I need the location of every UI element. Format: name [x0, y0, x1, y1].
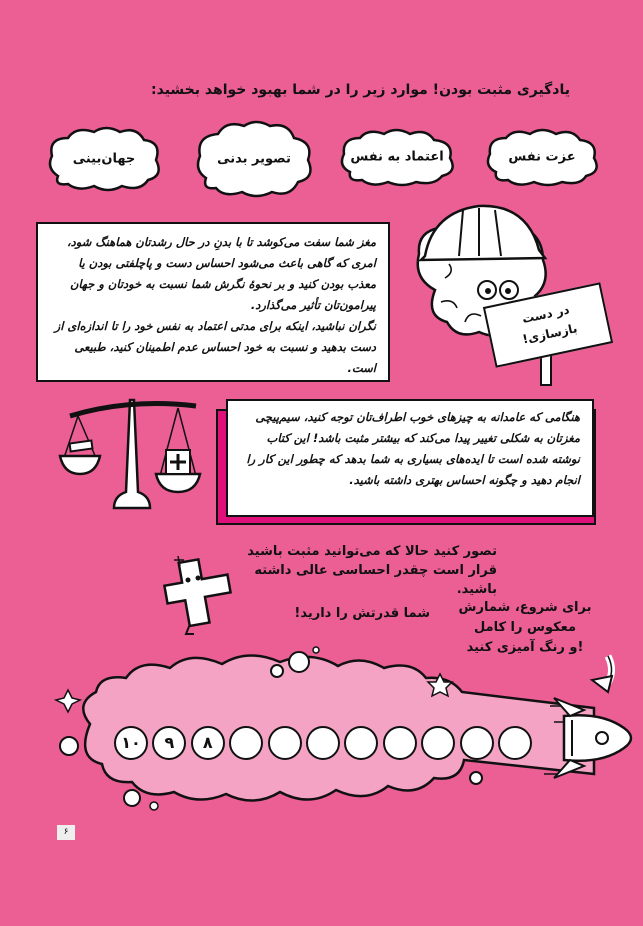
countdown-circle[interactable]: [498, 726, 532, 760]
positive-line-2: قرار است چقدر احساسی عالی داشته باشید.: [254, 563, 497, 597]
cloud-self-confidence: [336, 126, 458, 188]
positive-text: [232, 542, 497, 599]
cloud-label: تصویر بدنی: [217, 151, 291, 167]
countdown-circle[interactable]: [460, 726, 494, 760]
plus-character-icon: [160, 552, 240, 636]
balance-scale-icon: [56, 392, 206, 522]
countdown-instruction-line-2: معکوس را کامل: [473, 620, 577, 635]
cloud-label: عزت نفس: [508, 149, 576, 165]
countdown-circle[interactable]: ۹: [152, 726, 186, 760]
cloud-body-image: [192, 118, 316, 200]
power-text: شما قدرتش را دارید!: [294, 606, 430, 621]
cloud-worldview: [44, 124, 164, 194]
brain-info-box: [36, 222, 390, 382]
brain-info-paragraph-1: مغز شما سفت می‌کوشد تا با بدنِ در حال رشدتان هماهنگ شود، امری که گاهی باعث می‌شود احساس دست و پاچلفتی بودن یا معذب بودن کنید و بر نحوهٔ نگرش شما نسبت به خودتان و جهان پیرامون‌تان تأثیر می‌گذارد.: [66, 235, 376, 312]
balance-info-box: [226, 399, 594, 517]
page-number: ۶: [57, 825, 75, 840]
cloud-label: اعتماد به نفس: [350, 149, 444, 165]
sign-line-1: در دست: [520, 302, 571, 327]
countdown-circle[interactable]: [268, 726, 302, 760]
countdown-circle[interactable]: ۸: [191, 726, 225, 760]
countdown-circle[interactable]: [229, 726, 263, 760]
countdown-instruction-line-3: و رنگ آمیزی کنید!: [466, 640, 584, 655]
countdown-circle[interactable]: [421, 726, 455, 760]
countdown-circle[interactable]: [306, 726, 340, 760]
countdown-instruction-line-1: برای شروع، شمارش: [458, 600, 592, 615]
countdown-circle[interactable]: ۱۰: [114, 726, 148, 760]
brain-info-paragraph-2: نگران نباشید، اینکه برای مدتی اعتماد به نفس خود را تا اندازه‌ای از دست بدهید و نسبت به خود احساس عدم اطمینان کنید، طبیعی است.: [54, 319, 376, 375]
countdown-circle[interactable]: [383, 726, 417, 760]
positive-line-1: تصور کنید حالا که می‌توانید مثبت باشید: [247, 544, 497, 559]
intro-text: یادگیری مثبت بودن! موارد زیر را در شما بهبود خواهد بخشید:: [151, 82, 570, 98]
sign-line-2: بازسازی!: [521, 321, 579, 347]
cloud-label: جهان‌بینی: [72, 151, 136, 167]
balance-info-text: هنگامی که عامدانه به چیزهای خوب اطراف‌تان توجه کنید، سیم‌پیچی مغزتان به شکلی تغییر پیدا می‌کند که بیشتر مثبت باشد! این کتاب نوشته شده است تا ایده‌های بسیاری به شما بدهد که چطور این کار را انجام دهید و چگونه احساس بهتری داشته باشید.: [246, 410, 580, 487]
cloud-self-esteem: [482, 126, 602, 188]
